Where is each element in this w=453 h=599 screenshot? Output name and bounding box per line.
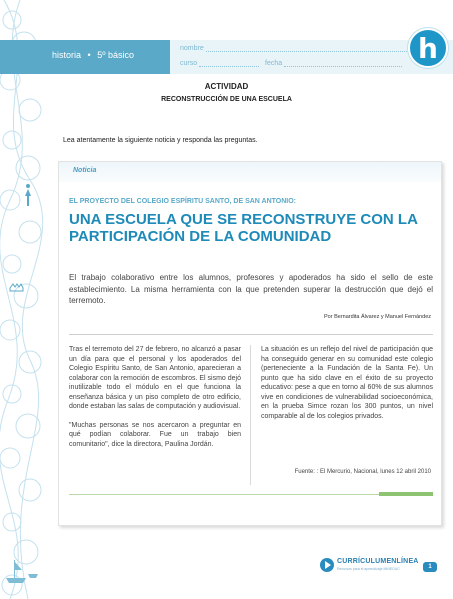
article-kicker: EL PROYECTO DEL COLEGIO ESPÍRITU SANTO, DE SAN ANTONIO: (69, 198, 297, 205)
article-source: Fuente: : El Mercurio, Nacional, lunes 12 abril 2010 (294, 469, 431, 475)
activity-title: ACTIVIDAD (204, 82, 249, 91)
left-paragraph-1: Tras el terremoto del 27 de febrero, no alcanzó a pasar un día para que el personal y los apoderados del Colegio Espíritu Santo, de San Antonio, aparecieran a colaborar con la remoción de escombros. El sismo dejó inutilizable todo el módulo en el que funciona la enseñanza básica y un piso completo de otro edificio, donde estaban las salas de computación y audiovisual. (69, 346, 241, 410)
grade-label: 5º básico (97, 50, 135, 60)
subject-separator: • (87, 50, 91, 60)
article-divider (69, 334, 433, 335)
name-label: nombre (180, 45, 204, 52)
article-lead: El trabajo colaborativo entre los alumnos, profesores y apoderados ha sido el sello de este establecimiento. La misma herramienta con la que pretenden superar la destrucción que dejó el terremoto. (69, 273, 433, 305)
article-column-right (261, 345, 433, 430)
course-date-row (180, 60, 402, 67)
name-field[interactable] (206, 45, 411, 52)
play-logo-icon (320, 558, 334, 572)
article-column-left (69, 345, 241, 458)
column-rule (250, 345, 251, 485)
news-article (58, 161, 442, 526)
name-row (180, 45, 411, 52)
logo-name: CURRÍCULUMENLÍNEA (337, 558, 419, 565)
subject-label: historia (52, 50, 82, 60)
activity-subtitle: RECONSTRUCCIÓN DE UNA ESCUELA (161, 96, 292, 103)
news-tab (59, 162, 441, 182)
date-label: fecha (265, 60, 283, 67)
history-h-icon: h (408, 28, 448, 68)
news-tab-label: Noticia (73, 167, 97, 174)
footer-accent (379, 492, 433, 496)
course-field[interactable] (199, 60, 259, 67)
article-headline: UNA ESCUELA QUE SE RECONSTRUYE CON LA PARTICIPACIÓN DE LA COMUNIDAD (69, 211, 418, 245)
left-paragraph-2: "Muchas personas se nos acercaron a preguntar en qué podían colaborar. Fue un trabajo bien comunitario", dice la directora, Paulina Jordán. (69, 421, 241, 448)
date-field[interactable] (284, 60, 402, 67)
right-paragraph-1: La situación es un reflejo del nivel de participación que ha conseguido generar en su comunidad este colegio (perteneciente a la Fundación de la Santa Fe). Un punto que ha sido clave en el éxito de su proyecto educativo: pese a que en torno al 60% de sus alumnos vive en condiciones de vulnerabilidad socioeconómica, en la prueba Simce rozan los 300 puntos, un nivel comparable al de los colegios privados. (261, 346, 433, 420)
instruction-text: Lea atentamente la siguiente noticia y responda las preguntas. (63, 137, 258, 144)
course-label: curso (180, 60, 198, 67)
logo-tagline: Recursos para el aprendizaje MINEDUC (337, 567, 400, 571)
subject-grade (52, 50, 134, 60)
article-byline: Por Bernardita Álvarez y Manuel Fernández (324, 314, 431, 320)
header-band (0, 40, 453, 74)
page-number: 1 (423, 562, 437, 572)
